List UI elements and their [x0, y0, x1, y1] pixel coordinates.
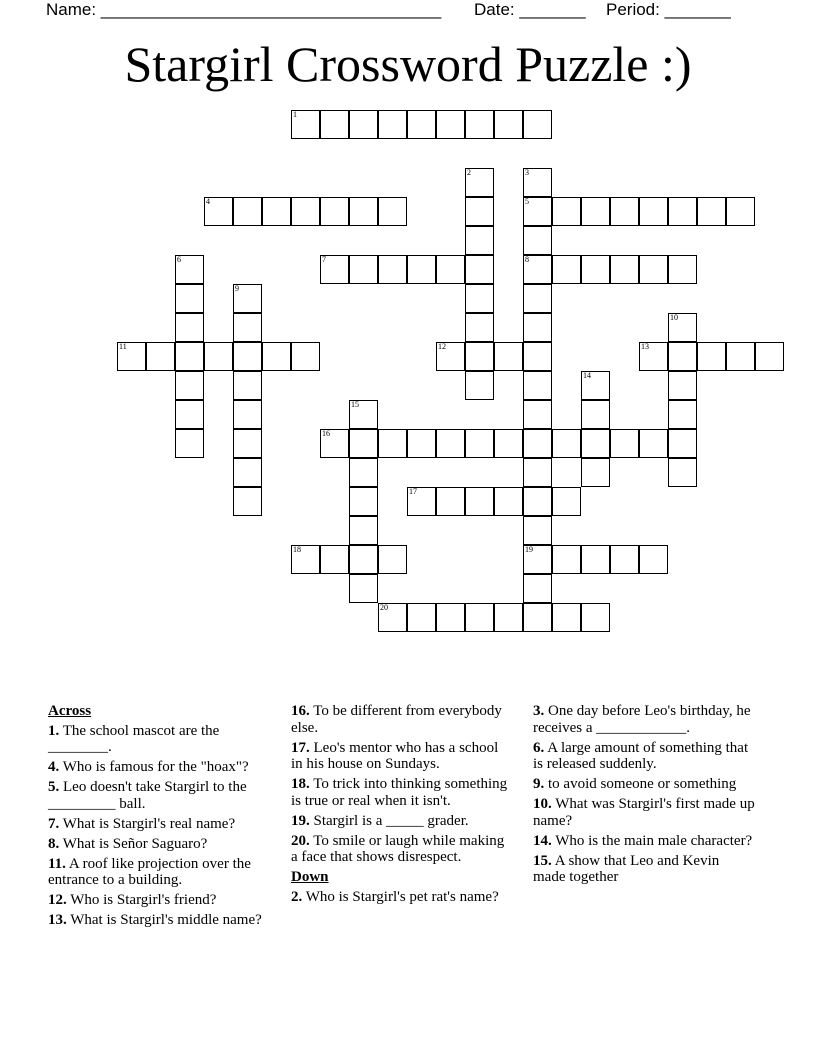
cell-number: 16: [322, 429, 330, 438]
crossword-cell[interactable]: [175, 342, 204, 371]
cell-number: 3: [525, 168, 529, 177]
crossword-cell[interactable]: [320, 545, 349, 574]
crossword-cell[interactable]: [349, 545, 378, 574]
clues-column-2: [291, 703, 513, 909]
crossword-cell[interactable]: [552, 429, 581, 458]
crossword-cell[interactable]: [581, 371, 610, 400]
crossword-cell[interactable]: [639, 342, 668, 371]
crossword-cell[interactable]: [349, 574, 378, 603]
down-heading: Down: [291, 869, 329, 885]
crossword-cell[interactable]: [146, 342, 175, 371]
crossword-cell[interactable]: [175, 371, 204, 400]
clue-across-5: 5. Leo doesn't take Stargirl to the _________ ball.: [48, 779, 247, 812]
crossword-cell[interactable]: [494, 487, 523, 516]
crossword-cell[interactable]: [262, 197, 291, 226]
crossword-cell[interactable]: [465, 603, 494, 632]
clues-column-1: [48, 703, 270, 932]
crossword-cell[interactable]: [233, 197, 262, 226]
crossword-cell[interactable]: [523, 574, 552, 603]
crossword-cell[interactable]: [639, 255, 668, 284]
crossword-cell[interactable]: [320, 110, 349, 139]
crossword-cell[interactable]: [523, 429, 552, 458]
clue-across-8: 8. What is Señor Saguaro?: [48, 835, 208, 852]
crossword-cell[interactable]: [581, 197, 610, 226]
crossword-cell[interactable]: [349, 458, 378, 487]
crossword-cell[interactable]: [349, 487, 378, 516]
clue-across-1: 1. The school mascot are the ________.: [48, 722, 220, 755]
crossword-cell[interactable]: [117, 342, 146, 371]
crossword-cell[interactable]: [349, 197, 378, 226]
crossword-cell[interactable]: [320, 255, 349, 284]
clue-down-14: 14. Who is the main male character?: [533, 832, 753, 849]
crossword-cell[interactable]: [639, 429, 668, 458]
crossword-cell[interactable]: [291, 342, 320, 371]
crossword-cell[interactable]: [436, 487, 465, 516]
crossword-cell[interactable]: [349, 110, 378, 139]
crossword-cell[interactable]: [465, 342, 494, 371]
crossword-cell[interactable]: [668, 400, 697, 429]
crossword-cell[interactable]: [610, 429, 639, 458]
page-title: Stargirl Crossword Puzzle :): [124, 36, 692, 92]
crossword-cell[interactable]: [349, 429, 378, 458]
crossword-cell[interactable]: [755, 342, 784, 371]
crossword-cell[interactable]: [233, 313, 262, 342]
crossword-cell[interactable]: [668, 342, 697, 371]
crossword-cell[interactable]: [668, 458, 697, 487]
cell-number: 18: [293, 545, 301, 554]
crossword-cell[interactable]: [668, 197, 697, 226]
clue-down-2: 2. Who is Stargirl's pet rat's name?: [291, 888, 499, 905]
crossword-cell[interactable]: [494, 429, 523, 458]
crossword-cell[interactable]: [175, 313, 204, 342]
crossword-cell[interactable]: [523, 400, 552, 429]
crossword-cell[interactable]: [378, 429, 407, 458]
clue-across-7: 7. What is Stargirl's real name?: [48, 815, 236, 832]
cell-number: 13: [641, 342, 649, 351]
crossword-cell[interactable]: [378, 110, 407, 139]
crossword-cell[interactable]: [378, 603, 407, 632]
crossword-cell[interactable]: [552, 603, 581, 632]
cell-number: 20: [380, 603, 388, 612]
crossword-cell[interactable]: [523, 110, 552, 139]
crossword-cell[interactable]: [175, 429, 204, 458]
crossword-cell[interactable]: [465, 226, 494, 255]
crossword-cell[interactable]: [494, 342, 523, 371]
crossword-cell[interactable]: [726, 197, 755, 226]
period-field[interactable]: Period: _______: [606, 0, 731, 19]
crossword-cell[interactable]: [436, 255, 465, 284]
crossword-cell[interactable]: [204, 197, 233, 226]
crossword-cell[interactable]: [233, 429, 262, 458]
crossword-cell[interactable]: [291, 545, 320, 574]
crossword-cell[interactable]: [581, 545, 610, 574]
crossword-cell[interactable]: [581, 603, 610, 632]
crossword-cell[interactable]: [407, 110, 436, 139]
crossword-cell[interactable]: [697, 197, 726, 226]
crossword-cell[interactable]: [523, 603, 552, 632]
across-heading: Across: [48, 703, 92, 719]
clue-across-12: 12. Who is Stargirl's friend?: [48, 892, 217, 908]
crossword-cell[interactable]: [436, 110, 465, 139]
crossword-cell[interactable]: [204, 342, 233, 371]
crossword-cell[interactable]: [465, 168, 494, 197]
cell-number: 15: [351, 400, 359, 409]
crossword-cell[interactable]: [378, 255, 407, 284]
crossword-cell[interactable]: [465, 313, 494, 342]
crossword-cell[interactable]: [668, 371, 697, 400]
cell-number: 11: [119, 342, 127, 351]
clue-across-19: 19. Stargirl is a _____ grader.: [291, 812, 469, 829]
crossword-cell[interactable]: [407, 487, 436, 516]
clue-across-18: 18. To trick into thinking something is true or real when it isn't.: [291, 776, 508, 809]
clue-down-3: 3. One day before Leo's birthday, he receives a ____________.: [533, 703, 751, 736]
clue-across-16: 16. To be different from everybody else.: [291, 703, 502, 736]
crossword-cell[interactable]: [639, 545, 668, 574]
crossword-cell[interactable]: [175, 284, 204, 313]
crossword-cell[interactable]: [523, 313, 552, 342]
clue-down-6: 6. A large amount of something that is released suddenly.: [533, 739, 749, 772]
cell-number: 9: [235, 284, 239, 293]
crossword-cell[interactable]: [378, 197, 407, 226]
clue-across-17: 17. Leo's mentor who has a school in his house on Sundays.: [291, 739, 499, 772]
cell-number: 4: [206, 197, 210, 206]
cell-number: 1: [293, 110, 297, 119]
crossword-cell[interactable]: [349, 255, 378, 284]
crossword-cell[interactable]: [233, 342, 262, 371]
crossword-cell[interactable]: [291, 110, 320, 139]
crossword-cell[interactable]: [233, 458, 262, 487]
clue-across-20: 20. To smile or laugh while making a face that shows disrespect.: [291, 832, 505, 865]
crossword-cell[interactable]: [610, 545, 639, 574]
crossword-cell[interactable]: [436, 342, 465, 371]
cell-number: 2: [467, 168, 471, 177]
crossword-cell[interactable]: [436, 429, 465, 458]
crossword-cell[interactable]: [697, 342, 726, 371]
crossword-cell[interactable]: [639, 197, 668, 226]
crossword-cell[interactable]: [349, 516, 378, 545]
crossword-cell[interactable]: [465, 487, 494, 516]
crossword-cell[interactable]: [726, 342, 755, 371]
crossword-cell[interactable]: [233, 284, 262, 313]
cell-number: 19: [525, 545, 533, 554]
date-field[interactable]: Date: _______: [474, 0, 586, 19]
crossword-cell[interactable]: [523, 371, 552, 400]
crossword-cell[interactable]: [494, 603, 523, 632]
cell-number: 12: [438, 342, 446, 351]
crossword-cell[interactable]: [233, 371, 262, 400]
crossword-cell[interactable]: [175, 255, 204, 284]
crossword-cell[interactable]: [610, 197, 639, 226]
clue-down-10: 10. What was Stargirl's first made up name?: [533, 796, 755, 829]
crossword-cell[interactable]: [175, 400, 204, 429]
clue-down-15: 15. A show that Leo and Kevin made together: [533, 852, 720, 885]
crossword-cell[interactable]: [523, 168, 552, 197]
crossword-cell[interactable]: [233, 487, 262, 516]
crossword-cell[interactable]: [291, 197, 320, 226]
crossword-cell[interactable]: [523, 545, 552, 574]
clues-column-3: [533, 703, 755, 889]
crossword-cell[interactable]: [552, 255, 581, 284]
cell-number: 5: [525, 197, 529, 206]
cell-number: 14: [583, 371, 591, 380]
crossword-cell[interactable]: [552, 197, 581, 226]
crossword-cell[interactable]: [233, 400, 262, 429]
crossword-cell[interactable]: [465, 284, 494, 313]
crossword-cell[interactable]: [668, 429, 697, 458]
crossword-cell[interactable]: [523, 255, 552, 284]
name-field[interactable]: Name: ____________________________________: [46, 0, 442, 19]
crossword-cell[interactable]: [407, 255, 436, 284]
crossword-cell[interactable]: [552, 545, 581, 574]
crossword-cell[interactable]: [465, 110, 494, 139]
clue-across-4: 4. Who is famous for the "hoax"?: [48, 759, 249, 775]
clue-down-9: 9. to avoid someone or something: [533, 776, 737, 792]
cell-number: 7: [322, 255, 326, 264]
crossword-cell[interactable]: [349, 400, 378, 429]
crossword-cell[interactable]: [523, 458, 552, 487]
cell-number: 10: [670, 313, 678, 322]
crossword-cell[interactable]: [523, 516, 552, 545]
crossword-cell[interactable]: [494, 110, 523, 139]
clue-across-11: 11. A roof like projection over the entrance to a building.: [48, 855, 251, 888]
crossword-cell[interactable]: [523, 197, 552, 226]
crossword-cell[interactable]: [320, 429, 349, 458]
crossword-cell[interactable]: [581, 458, 610, 487]
crossword-cell[interactable]: [581, 255, 610, 284]
crossword-cell[interactable]: [465, 371, 494, 400]
crossword-cell[interactable]: [320, 197, 349, 226]
crossword-cell[interactable]: [552, 487, 581, 516]
crossword-cell[interactable]: [436, 603, 465, 632]
crossword-cell[interactable]: [523, 487, 552, 516]
crossword-cell[interactable]: [523, 226, 552, 255]
clue-across-13: 13. What is Stargirl's middle name?: [48, 912, 262, 928]
crossword-cell[interactable]: [407, 429, 436, 458]
crossword-cell[interactable]: [523, 284, 552, 313]
crossword-cell[interactable]: [407, 603, 436, 632]
crossword-cell[interactable]: [668, 255, 697, 284]
cell-number: 17: [409, 487, 417, 496]
crossword-cell[interactable]: [378, 545, 407, 574]
crossword-cell[interactable]: [581, 429, 610, 458]
crossword-cell[interactable]: [465, 429, 494, 458]
cell-number: 8: [525, 255, 529, 264]
crossword-cell[interactable]: [523, 342, 552, 371]
cell-number: 6: [177, 255, 181, 264]
crossword-cell[interactable]: [610, 255, 639, 284]
crossword-cell[interactable]: [581, 400, 610, 429]
crossword-cell[interactable]: [262, 342, 291, 371]
crossword-cell[interactable]: [668, 313, 697, 342]
crossword-cell[interactable]: [465, 255, 494, 284]
crossword-cell[interactable]: [465, 197, 494, 226]
